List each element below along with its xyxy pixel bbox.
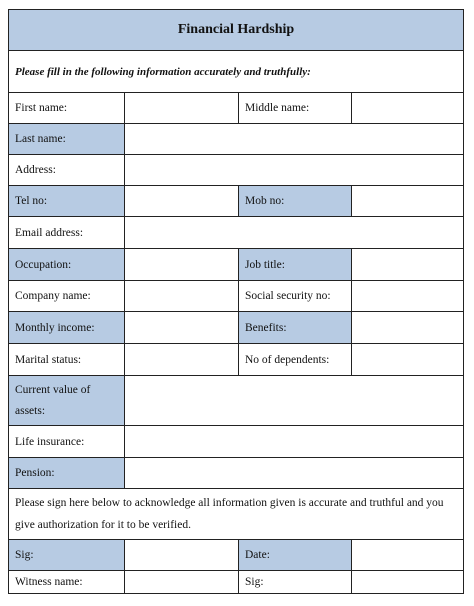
form-title: Financial Hardship	[9, 10, 463, 50]
witness-name-label: Witness name:	[15, 576, 83, 588]
assets-label	[9, 376, 124, 425]
company-row	[9, 280, 463, 311]
middle-name-label: Middle name:	[238, 93, 351, 123]
ssn-field[interactable]	[351, 281, 463, 311]
assets-label-line2: assets:	[15, 404, 46, 417]
phone-row	[9, 185, 463, 216]
ssn-label: Social security no:	[238, 281, 351, 311]
benefits-label: Benefits:	[238, 312, 351, 343]
assets-label-line1: Current value of	[15, 383, 91, 396]
occupation-field[interactable]	[124, 249, 238, 280]
dependents-label: No of dependents:	[238, 344, 351, 375]
witness-name-field[interactable]	[124, 571, 238, 593]
job-title-field[interactable]	[351, 249, 463, 280]
tel-no-label: Tel no:	[9, 186, 124, 216]
income-row	[9, 311, 463, 343]
mob-no-label: Mob no:	[238, 186, 351, 216]
address-field[interactable]	[124, 155, 463, 185]
company-name-label: Company name:	[15, 290, 91, 302]
witness-sig-label: Sig:	[238, 571, 351, 593]
assets-row	[9, 375, 463, 425]
monthly-income-label: Monthly income:	[9, 312, 124, 343]
sig-field[interactable]	[124, 540, 238, 570]
occupation-row	[9, 248, 463, 280]
pension-row	[9, 457, 463, 488]
email-row	[9, 216, 463, 248]
job-title-label: Job title:	[238, 249, 351, 280]
monthly-income-field[interactable]	[124, 312, 238, 343]
life-insurance-field[interactable]	[124, 426, 463, 457]
sig-label: Sig:	[9, 540, 124, 570]
declaration-row	[9, 488, 463, 539]
company-name-field[interactable]	[124, 281, 238, 311]
name-row	[9, 92, 463, 123]
last-name-label: Last name:	[9, 124, 124, 154]
instruction-text: Please fill in the following information accurately and truthfully:	[15, 65, 311, 78]
witness-row	[9, 570, 463, 593]
tel-no-field[interactable]	[124, 186, 238, 216]
occupation-label: Occupation:	[9, 249, 124, 280]
life-insurance-label: Life insurance:	[15, 435, 85, 448]
email-label: Email address:	[15, 226, 84, 239]
date-field[interactable]	[351, 540, 463, 570]
dependents-field[interactable]	[351, 344, 463, 375]
first-name-field[interactable]	[124, 93, 238, 123]
date-label: Date:	[238, 540, 351, 570]
mob-no-field[interactable]	[351, 186, 463, 216]
benefits-field[interactable]	[351, 312, 463, 343]
first-name-label: First name:	[15, 102, 68, 114]
address-label: Address:	[15, 164, 56, 176]
marital-status-label: Marital status:	[15, 353, 82, 366]
assets-field[interactable]	[124, 376, 463, 425]
last-name-field[interactable]	[124, 124, 463, 154]
pension-label: Pension:	[9, 458, 124, 488]
title-row	[9, 10, 463, 50]
email-field[interactable]	[124, 217, 463, 248]
address-row	[9, 154, 463, 185]
pension-field[interactable]	[124, 458, 463, 488]
life-insurance-row	[9, 425, 463, 457]
declaration-text: Please sign here below to acknowledge all information given is accurate and truthful and you give authorization for it to be verified.	[15, 497, 444, 531]
last-name-row	[9, 123, 463, 154]
marital-status-field[interactable]	[124, 344, 238, 375]
signature-row	[9, 539, 463, 570]
witness-sig-field[interactable]	[351, 571, 463, 593]
middle-name-field[interactable]	[351, 93, 463, 123]
financial-hardship-form	[8, 9, 464, 594]
marital-row	[9, 343, 463, 375]
instruction-row	[9, 50, 463, 92]
